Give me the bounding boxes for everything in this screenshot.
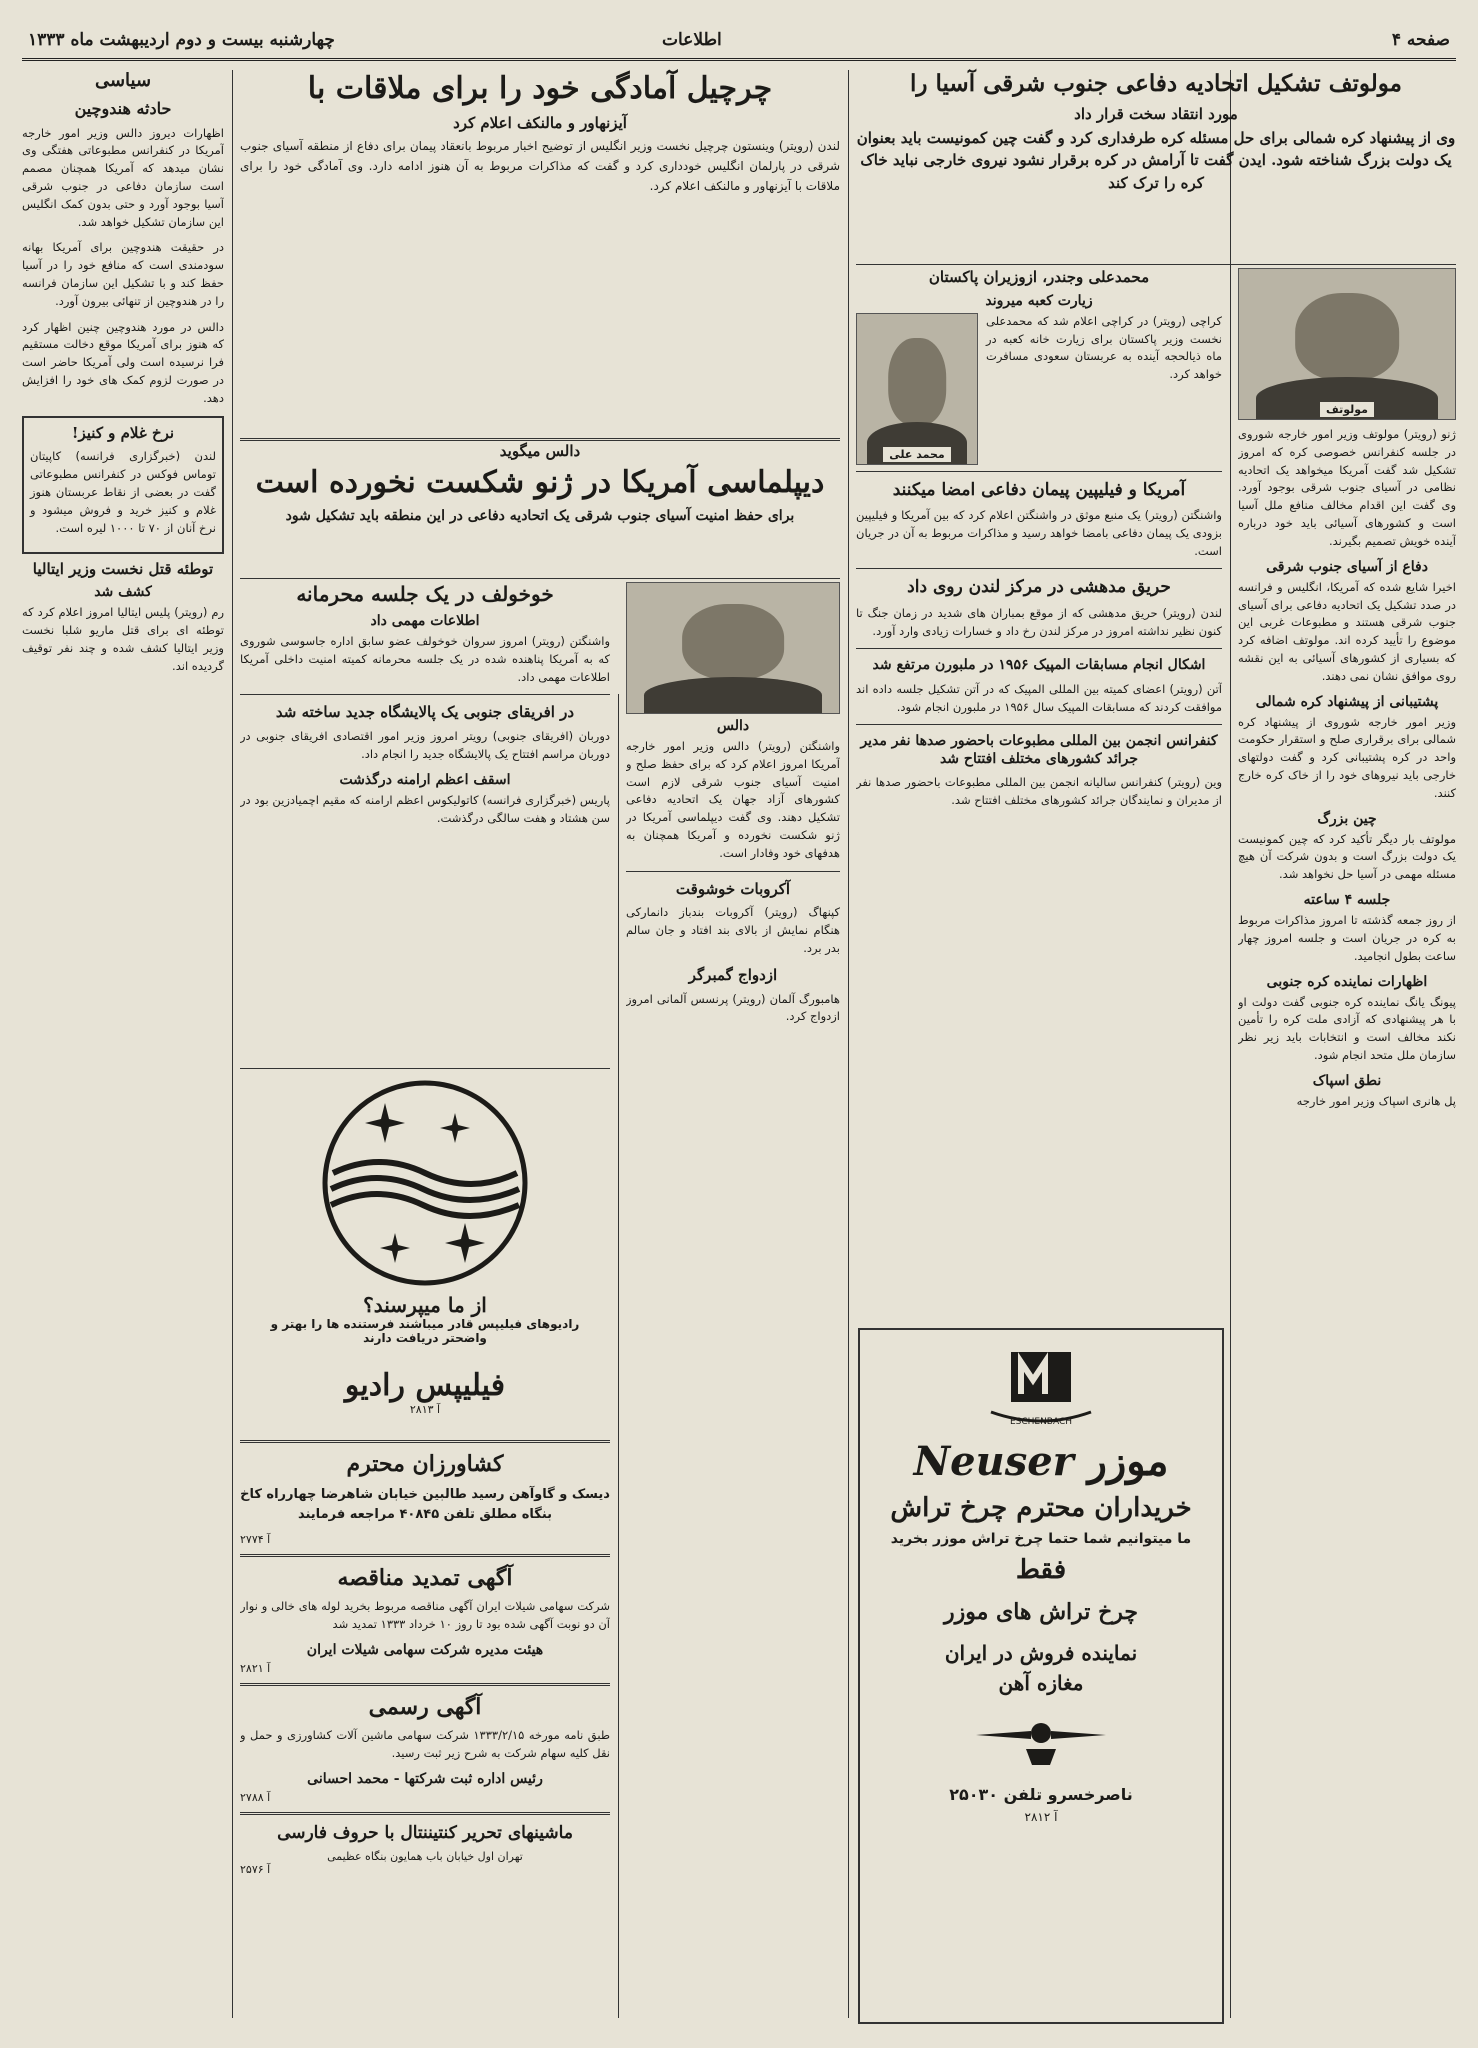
- article-body: پل هانری اسپاک وزیر امور خارجه: [1296, 1093, 1456, 1108]
- ad-signature: هیئت مدیره شرکت سهامی شیلات ایران: [306, 1641, 544, 1658]
- story-headline: ازدواج گمبرگر: [688, 965, 778, 984]
- article-body: از روز جمعه گذشته تا امروز مذاکرات مربوط به کره در جریان است و جلسه امروز چهار ساعت بطول انجامید.: [1238, 913, 1456, 963]
- article-body: دالس در مورد هندوچین چنین اظهار کرد که هنوز برای آمریکا موقع دخالت مستقیم فرا نرسیده است ولی آمریکا حاضر است در صورت لزوم کمک های خود را افزایش دهد.: [22, 319, 224, 405]
- divider: [240, 578, 840, 579]
- portrait-shoulders: [644, 677, 822, 713]
- divider: [626, 871, 840, 872]
- churchill-headline-2: آیزنهاور و مالنکف اعلام کرد: [453, 113, 627, 132]
- article-body: وزیر امور خارجه شوروی از پیشنهاد کره شمالی برای برقراری صلح و استقرار حکومت واحد در کره پشتیبانی کرد و گفت دولتهای خارجی باید نیروهای خود را از خاک کره خارج کنند.: [1238, 714, 1456, 800]
- column-rule: [232, 70, 233, 2018]
- story-headline: آکروبات خوشوقت: [675, 879, 791, 898]
- article-body: واشنگتن (رویتر) دالس وزیر امور خارجه آمریکا امروز اعلام کرد که برای حفظ صلح و امنیت آسیای جنوب شرقی لازم است کشورهای آزاد جهان یک اتحادیه دفاعی تشکیل دهند. وی گفت دیپلماسی آمریکا در ژنو شکست نخورده و آمریکا همچنان به هدفهای خود وفادار است.: [626, 739, 840, 860]
- ad-code: آ ۲۷۷۴: [240, 1532, 271, 1546]
- ad-body: تهران اول خیابان باب همایون بنگاه عظیمی: [327, 1850, 523, 1864]
- column-molotov: [1238, 268, 1456, 2018]
- subhead: دفاع از آسیای جنوب شرقی: [1266, 558, 1428, 575]
- ad-body: طبق نامه مورخه ۱۳۳۳/۲/۱۵ شرکت سهامی ماشین آلات کشاورزی و حمل و نقل کلیه سهام شرکت به شرح زیر ثبت رسید.: [240, 1728, 610, 1761]
- article-body: اخیرا شایع شده که آمریکا، انگلیس و فرانسه در صدد تشکیل یک اتحادیه دفاعی برای آسیای جنوب شرقی هستند و مطبوعات غربی این موضوع را تأیید کرده اند. مولوتف اضافه کرد که بسیاری از کشورهای آسیائی به این نقشه روی موافق نشان نمی دهند.: [1238, 579, 1456, 683]
- ad-code: آ ۲۵۷۶: [240, 1863, 271, 1877]
- story-subhead: اطلاعات مهمی داد: [370, 613, 480, 629]
- paper-name: اطلاعات: [662, 30, 722, 50]
- column-headline: حادثه هندوچین: [74, 98, 172, 118]
- lead-story-header: [856, 70, 1456, 260]
- page-number: صفحه ۴: [1391, 30, 1450, 50]
- story-with-photo: [856, 313, 1222, 465]
- divider: [240, 438, 840, 441]
- philips-brand-block: [240, 1368, 610, 1422]
- article-body: آتن (رویتر) اعضای کمیته بین المللی المپیک که در آتن تشکیل جلسه داده اند موافقت کردند که مسابقات المپیک سال ۱۹۵۶ در ملبورن انجام شود.: [856, 681, 1222, 714]
- philips-advertisement: [240, 1068, 610, 1369]
- subhead: جلسه ۴ ساعته: [1303, 892, 1391, 909]
- article-body: کراچی (رویتر) در کراچی اعلام شد که محمدعلی نخست وزیر پاکستان برای زیارت خانه کعبه در ماه ذیالحجه آینده به عربستان سعودی مسافرت خواهد کرد.: [986, 313, 1222, 382]
- ad-title: آگهی رسمی: [368, 1693, 482, 1720]
- ad-code: آ ۲۸۱۳: [409, 1403, 441, 1416]
- story-headline: اسقف اعظم ارامنه درگذشت: [339, 771, 511, 788]
- philips-shield-icon: [315, 1073, 535, 1293]
- story-headline: خوخولف در یک جلسه محرمانه: [296, 582, 554, 606]
- churchill-story: [240, 70, 840, 430]
- story-headline: محمدعلی وجندر، ازوزیران پاکستان: [928, 268, 1150, 286]
- moser-logo-icon: [981, 1342, 1101, 1432]
- story-headline: در افریقای جنوبی یک پالایشگاه جدید ساخته شد: [275, 703, 575, 722]
- article-body: وین (رویتر) کنفرانس سالیانه انجمن بین المللی مطبوعات باحضور صدها نفر از مدیران و نمایندگان جرائد کشورهای مختلف افتتاح شد.: [856, 775, 1222, 808]
- box-body: لندن (خبرگزاری فرانسه) کاپیتان توماس فوکس در کنفرانس مطبوعاتی گفت در بعضی از نقاط عربستان هنوز غلام و کنیز خرید و فروش میشود و نرخ آنان از ۷۰ تا ۱۰۰۰ لیره است.: [30, 449, 216, 535]
- ad-address: ناصرخسرو تلفن ۲۵۰۳۰: [949, 1785, 1133, 1804]
- dulles-photo: [626, 582, 840, 714]
- ad-code: آ ۲۸۲۱: [240, 1661, 271, 1675]
- issue-date: چهارشنبه بیست و دوم اردیبهشت ماه ۱۳۳۳: [28, 30, 335, 50]
- story-headline: کنفرانس انجمن بین المللی مطبوعات باحضور صدها نفر مدیر جرائد کشورهای مختلف افتتاح شد: [860, 733, 1218, 767]
- divider: [856, 648, 1222, 649]
- brand-en: Neuser: [913, 1438, 1074, 1485]
- dulles-headline: دیپلماسی آمریکا در ژنو شکست نخورده است: [255, 465, 825, 500]
- ad-line: خریداران محترم چرخ تراش: [890, 1493, 1192, 1523]
- story-headline: حریق مدهشی در مرکز لندن روی داد: [907, 577, 1171, 598]
- ad-title: آگهی تمدید مناقصه: [337, 1564, 513, 1591]
- divider: [240, 694, 610, 695]
- article-body: کپنهاگ (رویتر) آکروبات بندباز دانمارکی هنگام نمایش از بالای بند افتاد و جان سالم بدر برد.: [626, 905, 840, 956]
- article-body: اظهارات دیروز دالس وزیر امور خارجه آمریکا در کنفرانس مطبوعاتی هفتگی وی نشان میدهد که آمریکا همچنان مصمم است سازمان دفاعی در جنوب شرقی آسیا بوجود آورد و حتی بدون کمک انگلیس این سازمان تشکیل خواهد شد.: [22, 125, 224, 229]
- article-body: رم (رویتر) پلیس ایتالیا امروز اعلام کرد که توطئه ای برای قتل ماریو شلبا نخست وزیر ایتالیا کشف شده و چند نفر توقیف گردیده اند.: [22, 605, 224, 673]
- philips-body: رادیوهای فیلیپس قادر میباشند فرستنده ها را بهتر و واضحتر دریافت دارند: [270, 1317, 580, 1345]
- portrait-face: [682, 604, 784, 679]
- philips-brand: فیلیپس رادیو: [344, 1368, 506, 1403]
- photo-caption: مولوتف: [1320, 402, 1374, 417]
- divider: [856, 568, 1222, 569]
- photo-caption: محمد علی: [883, 447, 950, 462]
- divider: [856, 724, 1222, 725]
- story-subhead: کشف شد: [94, 584, 152, 601]
- article-body: پیونگ یانگ نماینده کره جنوبی گفت دولت او با هر پیشنهادی که آزادی ملت کره را تأمین نکند مخالف است و انتخابات باید زیر نظر سازمان ملل متحد انجام شود.: [1238, 994, 1456, 1062]
- article-body: در حقیقت هندوچین برای آمریکا بهانه سودمندی است که منافع خود را در آسیا حفظ کند و با تشکیل این سازمان فرانسه را در هندوچین از تنهائی بیرون آورد.: [22, 240, 224, 308]
- ad-title: ماشینهای تحریر کنتیننتال با حروف فارسی: [277, 1823, 573, 1844]
- article-body: واشنگتن (رویتر) یک منبع موثق در واشنگتن اعلام کرد که بین آمریکا و فیلیپین بزودی یک پیمان دفاعی بامضا خواهد رسید و مذاکرات مربوط به آن در جریان است.: [856, 508, 1222, 558]
- article-body: مولوتف بار دیگر تأکید کرد که چین کمونیست یک دولت بزرگ است و بدون شرکت آن هیچ مسئله مهمی در آسیا حل نخواهد شد.: [1238, 831, 1456, 882]
- ad-body: شرکت سهامی شیلات ایران آگهی مناقصه مربوط بخرید لوله های خالی و نوار آن دو نوبت آگهی شده بود تا روز ۱۰ خرداد ۱۳۳۳ تمدید شد: [240, 1599, 610, 1632]
- column-rule: [848, 70, 849, 2018]
- divider: [856, 264, 1456, 265]
- ad-code: آ ۲۸۱۲: [1024, 1810, 1058, 1824]
- mohammad-ali-photo: [856, 313, 978, 465]
- portrait-face: [1295, 293, 1399, 380]
- story-headline: اشکال انجام مسابقات المپیک ۱۹۵۶ در ملبورن مرتفع شد: [872, 657, 1206, 674]
- box-title: نرخ غلام و کنیز!: [71, 423, 175, 442]
- divider: [240, 1683, 610, 1686]
- slave-price-box: [22, 416, 224, 554]
- article-body: لندن (رویتر) حریق مدهشی که از موقع بمباران های شدید در زمان جنگ تا کنون نظیر نداشته امروز در مرکز لندن رخ داد و خسارات زیادی وارد آورد.: [856, 605, 1222, 638]
- farvahar-emblem-icon: [966, 1705, 1116, 1775]
- brand-fa: موزر: [1087, 1438, 1169, 1485]
- article-body: واشنگتن (رویتر) امروز سروان خوخولف عضو سابق اداره جاسوسی شوروی که به آمریکا پناهنده شده در یک جلسه محرمانه کمیته امنیت داخلی آمریکا اطلاعات مهمی داد.: [240, 634, 610, 684]
- column-left: [22, 70, 224, 2018]
- ad-title: کشاورزان محترم: [346, 1451, 504, 1477]
- divider: [240, 1440, 610, 1443]
- story-headline: توطئه قتل نخست وزیر ایتالیا: [32, 559, 214, 578]
- lead-deck: وی از پیشنهاد کره شمالی برای حل مسئله کره طرفداری کرد و گفت چین کمونیست باید بعنوان یک دولت بزرگ شناخته شود. ایدن گفت تا آرامش در کره برقرار نشود نیروی خارجی نباید خاک کره را ترک کند: [856, 128, 1456, 192]
- column-dulles: [626, 582, 840, 2018]
- article-body: لندن (رویتر) وینستون چرچیل نخست وزیر انگلیس از توضیح اخبار مربوط بانعقاد پیمان برای دفاع از منطقه آسیای جنوب شرقی در پارلمان انگلیس خودداری کرد و گفت که مذاکرات مربوط به آن هنوز ادامه دارد. وی آمادگی خود را برای ملاقات با آیزنهاور و مالنکف اعلام کرد.: [240, 138, 840, 194]
- column-classifieds: [240, 1432, 610, 2018]
- ad-line: مغازه آهن: [998, 1671, 1084, 1695]
- article-body: هامبورگ آلمان (رویتر) پرنسس آلمانی امروز ازدواج کرد.: [626, 991, 840, 1024]
- article-body: ژنو (رویتر) مولوتف وزیر امور خارجه شوروی در جلسه کنفرانس خصوصی کره که امروز تشکیل شد گفت آمریکا میخواهد یک اتحادیه نظامی در آسیای جنوب شرقی بوجود آورد. وی گفت این اقدام مخالف منافع ملل آسیا است و کشورهای آسیائی باید خود درباره آینده خویش تصمیم بگیرند.: [1238, 427, 1456, 548]
- dulles-banner: [240, 442, 840, 572]
- molotov-photo: [1238, 268, 1456, 420]
- moser-advertisement: [858, 1328, 1224, 2024]
- moser-brand-line: [866, 1438, 1216, 1485]
- divider: [240, 1812, 610, 1815]
- subhead: اظهارات نماینده کره جنوبی: [1266, 973, 1428, 990]
- lead-headline: مولوتف تشکیل اتحادیه دفاعی جنوب شرقی آسیا را: [909, 70, 1403, 97]
- article-body: پاریس (خبرگزاری فرانسه) کاتولیکوس اعظم ارامنه که مقیم اچمیادزین بود در سن هشتاد و هفت سالگی درگذشت.: [240, 792, 610, 825]
- divider: [240, 1554, 610, 1557]
- dulles-deck: برای حفظ امنیت آسیای جنوب شرقی یک اتحادیه دفاعی در این منطقه باید تشکیل شود: [285, 507, 795, 524]
- ad-line: چرخ تراش های موزر: [943, 1599, 1139, 1625]
- churchill-headline: چرچیل آمادگی خود را برای ملاقات با: [307, 71, 773, 106]
- column-rule: [618, 694, 619, 2018]
- ad-signature: رئیس اداره ثبت شرکتها - محمد احسانی: [307, 1771, 543, 1788]
- dulles-kicker: دالس میگوید: [499, 442, 581, 460]
- ad-code: آ ۲۷۸۸: [240, 1791, 271, 1805]
- subhead: نطق اسپاک: [1312, 1072, 1382, 1089]
- story-headline: آمریکا و فیلیپین پیمان دفاعی امضا میکنند: [892, 479, 1186, 500]
- story-subhead: زیارت کعبه میروند: [985, 292, 1093, 309]
- logo-lettering: ESCHENBACH: [1009, 1417, 1073, 1427]
- column-rule: [1230, 70, 1231, 2018]
- newspaper-page: [22, 22, 1456, 2026]
- lead-headline-2: مورد انتقاد سخت قرار داد: [1074, 104, 1238, 123]
- subhead: چین بزرگ: [1317, 810, 1377, 827]
- ad-body: دیسک و گاوآهن رسید طالبین خیابان شاهرضا چهارراه کاخ بنگاه مطلق تلفن ۴۰۸۴۵ مراجعه فرمایند: [240, 1486, 610, 1522]
- photo-caption: دالس: [716, 718, 750, 734]
- portrait-face: [888, 338, 946, 425]
- column-center-left: [240, 582, 610, 1062]
- masthead: [22, 22, 1456, 61]
- article-body: دوربان (افریقای جنوبی) رویتر امروز وزیر امور اقتصادی افریقای جنوبی در دوربان مراسم افتتاح یک پالایشگاه جدید را انجام داد.: [240, 729, 610, 761]
- subhead: پشتیبانی از پیشنهاد کره شمالی: [1255, 693, 1439, 710]
- ad-line: فقط: [1015, 1555, 1067, 1585]
- philips-question: از ما میپرسند؟: [363, 1293, 487, 1317]
- ad-line: نماینده فروش در ایران: [944, 1641, 1138, 1665]
- divider: [856, 471, 1222, 472]
- ad-line: ما میتوانیم شما حتما چرخ تراش موزر بخرید: [890, 1531, 1192, 1547]
- column-kicker: سیاسی: [94, 70, 152, 91]
